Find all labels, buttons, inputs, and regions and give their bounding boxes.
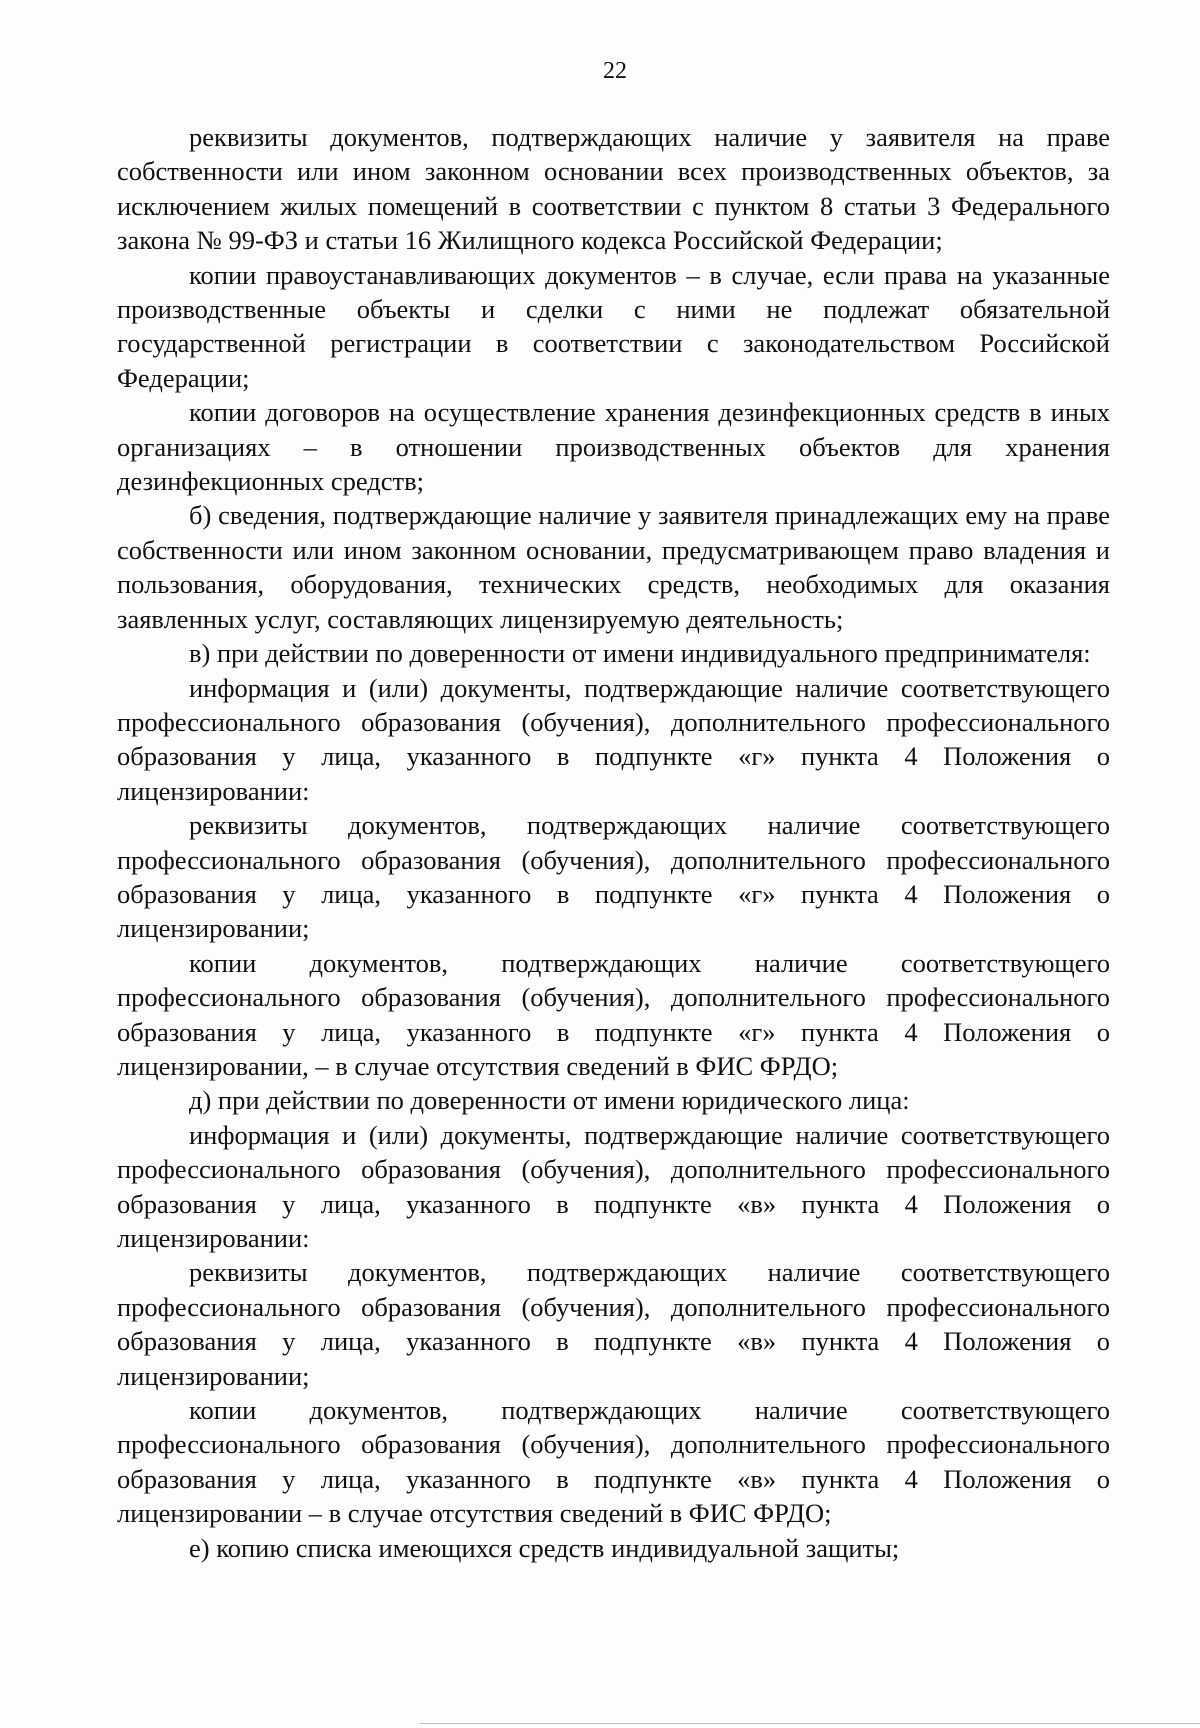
paragraph-e-protective-equipment: е) копию списка имеющихся средств индивидуальной защиты;: [189, 1532, 900, 1563]
paragraph-d-education-requisites: реквизиты документов, подтверждающих наличие соответствующего профессионального образования (обучения), дополнительного профессионального образования у лица, указанного в подпункте «в» пункта 4 Положения о лицензировании;: [117, 1257, 1110, 1391]
document-body: [117, 120, 1110, 1565]
paragraph-v-education-requisites: реквизиты документов, подтверждающих наличие соответствующего профессионального образования (обучения), дополнительного профессионального образования у лица, указанного в подпункте «г» пункта 4 Положения о лицензировании;: [117, 810, 1110, 944]
paragraph-requisites-production-objects: реквизиты документов, подтверждающих наличие у заявителя на праве собственности или ином законном основании всех производственных объектов, за исключением жилых помещений в соответствии с пунктом 8 статьи 3 Федерального закона № 99-ФЗ и статьи 16 Жилищного кодекса Российской Федерации;: [117, 122, 1110, 256]
scan-edge-line: [420, 1723, 1200, 1724]
paragraph-d-education-info: информация и (или) документы, подтверждающие наличие соответствующего профессионального образования (обучения), дополнительного профессионального образования у лица, указанного в подпункте «в» пункта 4 Положения о лицензировании:: [117, 1119, 1110, 1253]
paragraph-v-individual-entrepreneur: в) при действии по доверенности от имени индивидуального предпринимателя:: [189, 638, 1091, 669]
paragraph-b-equipment: б) сведения, подтверждающие наличие у заявителя принадлежащих ему на праве собственности или ином законном основании, предусматривающем право владения и пользования, оборудования, технических средств, необходимых для оказания заявленных услуг, составляющих лицензируемую деятельность;: [117, 500, 1110, 634]
paragraph-v-education-info: информация и (или) документы, подтверждающие наличие соответствующего профессионального образования (обучения), дополнительного профессионального образования у лица, указанного в подпункте «г» пункта 4 Положения о лицензировании:: [117, 672, 1110, 806]
page-number: 22: [603, 58, 627, 84]
paragraph-d-legal-entity: д) при действии по доверенности от имени юридического лица:: [189, 1085, 910, 1116]
paragraph-storage-contracts: копии договоров на осуществление хранения дезинфекционных средств в иных организациях – в отношении производственных объектов для хранения дезинфекционных средств;: [117, 397, 1110, 497]
paragraph-title-documents-copies: копии правоустанавливающих документов – в случае, если права на указанные производственные объекты и сделки с ними не подлежат обязательной государственной регистрации в соответствии с законодательством Российской Федерации;: [117, 259, 1110, 393]
paragraph-d-education-copies: копии документов, подтверждающих наличие соответствующего профессионального образования (обучения), дополнительного профессионального образования у лица, указанного в подпункте «в» пункта 4 Положения о лицензировании – в случае отсутствия сведений в ФИС ФРДО;: [117, 1395, 1110, 1529]
paragraph-v-education-copies: копии документов, подтверждающих наличие соответствующего профессионального образования (обучения), дополнительного профессионального образования у лица, указанного в подпункте «г» пункта 4 Положения о лицензировании, – в случае отсутствия сведений в ФИС ФРДО;: [117, 947, 1110, 1081]
